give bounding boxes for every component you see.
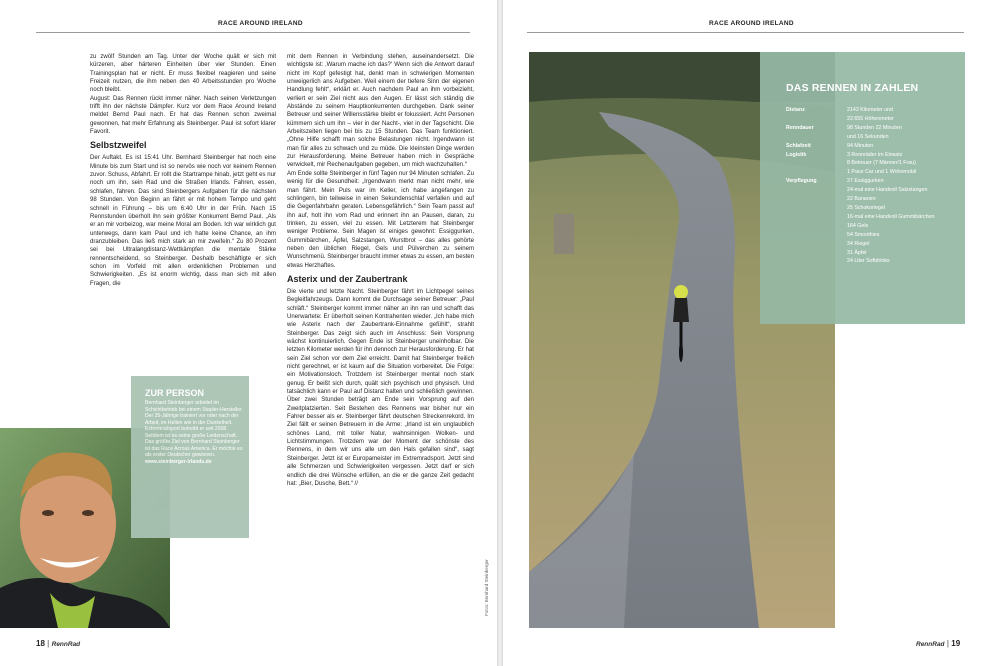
stat-label: Distanz [786,107,805,113]
stat-label: Schlafzeit [786,142,811,149]
text-column-2 [287,53,474,488]
paragraph: Der Auftakt. Es ist 15:41 Uhr. Bernhard Steinberger hat noch eine Minute bis zum Start und ist so nervös wie noch vor keinem Rennen zuvor. Schuss, Abfahrt. Er rollt die Startrampe hinab, jetzt geht es nur noch um ihn, sein Rad und die Straßen Irlands. Fahren, essen, schlafen, fahren. Das sind Steinbergers Aufgaben für die nächsten 98 Stunden. Von Beginn an fährt er mit hohem Tempo und geht schnell in Führung – bis um 6:40 Uhr in der Früh. Nach 15 Rennstunden überholt ihn sein größter Konkurrent Bernd Paul. „Als er an mir vorbeizog, war meine Moral am Boden. Ich war wirklich gut unterwegs, dann kam Paul und ich hatte keine Chance, an ihm dranzubleiben. Das ließ mich stark an mir zweifeln.“ Zu 80 Prozent sei bei Ultralangdistanz-Wettkämpfen die mentale Stärke rennentscheidend, so Steinberger. Deshalb beschäftigte er sich schon im Vorfeld mit allen erdenklichen Problemen und Schwierigkeiten. „Es ist enorm wichtig, dass man sich mit allen Fragen, die [90,155,276,287]
stat-label [786,231,847,240]
stat-label: Renndauer [786,124,814,131]
stat-label [786,222,847,231]
stat-row [786,115,965,124]
stat-value: 2143 Kilometer und [847,107,893,113]
stat-row [786,151,965,160]
subheading-selbstzweifel: Selbstzweifel [90,140,147,151]
stat-row [786,186,965,195]
person-box-text: Bernhard Steinberger arbeitet im Schichtbetrieb bei einem Stapler-Hersteller. Der 35-Jährige trainiert vor oder nach der Arbeit, im Hellen wie in der Dunkelheit. Extremradsport betreibt er seit 2008. Seitdem ist es seine große Leidenschaft. Das größte Ziel von Bernhard Steinberger ist das Race Across America. Er möchte es als erster Deutscher gewinnen. [145,400,243,458]
running-head-left: RACE AROUND IRELAND [218,20,303,27]
stat-value: 22.655 Höhenmeter [847,115,894,122]
stat-value: 22 Bananen [847,196,876,203]
stat-label [786,159,847,168]
stat-row [786,204,965,213]
stats-list [760,106,965,266]
stat-row [786,159,965,168]
text-column-1 [90,53,276,288]
paragraph: Die vierte und letzte Nacht. Steinberger fährt im Lichtpegel seines Begleitfahrzeugs. Dann kommt die Durchsage seiner Betreuer: „Paul schläft.“ Steinberger kommt immer näher an ihn ran und schafft das Unerwartete: Er überholt seinen Kontrahenten wieder. „Ich habe mich wie Asterix nach der Zaubertrank-Einnahme gefühlt“, strahlt Steinberger. Das zeigt sich auch im Anschluss: Sein Vorsprung wächst kontinuierlich. Gegen Ende ist Steinberger uneinholbar. Die letzten Kilometer werden für ihn dennoch zur Herausforderung. Er hat sein Ziel schon vor dem Ziel erreicht. Damit hat Steinberger freilich nicht gerechnet, er ist kaum auf die Situation vorbereitet. Die Folge: ein Motivationsloch. Trotzdem ist Steinberger mental noch stark genug. Er beißt sich durch, quält sich psychisch und physisch. Und tatsächlich kann er Paul auf Distanz halten und schließlich gewinnen. Über zwei Stunden beträgt am Ende sein Vorsprung auf den Zweitplatzierten. Seit Bestehen des Rennens war bisher nur ein Fahrer besser als er. Steinberger fährt deutschen Streckenrekord. Im Ziel fällt er seinen Betreuern in die Arme: „Irland ist ein unglaublich schönes Land, mit toller Natur, wahnsinnigen Wolken- und Lichtstimmungen. Trotzdem war der Moment der schönste des Rennens, in dem wir uns alle um den Hals gefallen sind“, sagt Steinberger. Jetzt ist er Europameister im Extremradsport. Jetzt sind alle Schmerzen und Schwierigkeiten vergessen. Jetzt darf er sich endlich die drei Wünsche erfüllen, an die er die ganze Zeit gedacht hat: „Bier, Dusche, Bett.“ // [287,288,474,487]
paragraph: Am Ende sollte Steinberger in fünf Tagen nur 94 Minuten schlafen. Zu wenig für die Gesundheit: „Irgendwann merkt man nicht mehr, wie man fährt. Mein Puls war im Keller, ich habe angefangen zu schlingern, bin teilweise in einen Sekundenschlaf verfallen und auf die Gegenfahrbahn geraten. Lebensgefährlich.“ Sein Team passt auf ihn auf, holt ihn vom Rad und erinnert ihn an Pausen, daran, zu trinken, zu essen, viel zu essen. Mit Letzterem hat Steinberger weniger Probleme. Sein Magen ist einiges gewohnt: Essiggurken, Gummibärchen, Äpfel, Salzstangen, Wurstbrot – das alles gehörte neben den üblichen Riegel, Gels und Pülverchen zu seinem Wunschmenü. Steinberger braucht immer etwas zu essen, am besten etwas Herzhaftes. [287,170,474,269]
stat-row [786,213,965,222]
stat-label [786,195,847,204]
header-rule-right [527,32,964,33]
stat-label [786,257,847,266]
stat-value: und 16 Sekunden [847,133,889,140]
stat-row [786,168,965,177]
stat-row [786,195,965,204]
stat-row [786,249,965,258]
page-number-right: RennRad | 19 [916,639,961,648]
magazine-logo: RennRad [916,641,945,648]
stat-label [786,204,847,213]
subheading-asterix: Asterix und der Zaubertrank [287,273,408,284]
stats-title: DAS RENNEN IN ZAHLEN [786,82,919,94]
stat-value: 27 Essiggurken [847,178,884,185]
left-page [0,0,497,666]
photo-credit: Fotos: Bernhard Steinberger [484,559,489,616]
stat-label [786,133,847,142]
stat-label: Logistik [786,151,807,158]
stat-label [786,213,847,222]
paragraph: mit dem Rennen in Verbindung stehen, auseinandersetzt. Die wichtigste ist: ‚Warum mache ich das?‘ Wenn sich die Antwort darauf nicht im Kopf gefestigt hat, denkt man in schwierigen Momenten unweigerlich ans Aufgeben. Weil einem der tiefere Sinn der eigenen Handlung fehlt“, erklärt er. Auch nachdem Paul an ihm vorbeizieht, verliert er sein Ziel nicht aus den Augen. Er lässt sich ständig die Abstände zu seinem Hauptkonkurrenten durchgeben. Dank seiner Betreuer und seiner Willensstärke bleibt er fokussiert. Acht Personen kümmern sich um ihn – vier in der Nacht-, vier in der Tagschicht. Die Arbeitszeiten liegen bei bis zu 15 Stunden. Das Team funktioniert. „Ohne Hilfe schafft man solche Belastungen nicht. Irgendwann ist man für alles zu schwach und zu müde. Die kleinsten Dinge werden zur Herausforderung. Meine Betreuer haben mich in Gespräche verwickelt, mir Rechenaufgaben gegeben, um mich wachzuhalten.“ [287,54,474,169]
stat-row [786,222,965,231]
person-box-title: ZUR PERSON [145,388,205,398]
stat-value: 54 Smoothies [847,231,880,238]
stat-value: 34 Riegel [847,240,870,247]
header-rule-left [36,32,470,33]
race-stats-box [760,52,965,324]
page-number: 19 [951,639,961,648]
stat-label [786,240,847,249]
page-number: 18 [36,639,45,648]
stat-label [786,249,847,258]
stat-label [786,115,847,124]
stat-value: 24 Liter Softdrinks [847,258,890,265]
running-head-right: RACE AROUND IRELAND [709,20,794,27]
stat-value: 24-mal eine Handvoll Salzstangen [847,187,928,194]
paragraph: August: Das Rennen rückt immer näher. Nach seinen Verletzungen trifft ihn der nächste Dämpfer. Kurz vor dem Race Around Ireland meldet Bernd Paul nach. Er hat das Rennen schon zweimal gewonnen, hat mehr Erfahrung als Steinberger. Paul ist sofort klarer Favorit. [90,95,276,136]
stat-label [786,168,847,177]
stat-row [786,106,965,115]
stat-value: 164 Gels [847,222,869,229]
stat-value: 16-mal eine Handvoll Gummibärchen [847,213,935,220]
stat-row [786,133,965,142]
stat-row [786,142,965,151]
stat-value: 31 Äpfel [847,249,867,256]
magazine-logo: RennRad [51,641,81,648]
stat-value: 98 Stunden 22 Minuten [847,124,902,131]
stat-label: Verpflegung [786,178,817,185]
stat-label [786,186,847,195]
stat-value: 25 Schokoriegel [847,204,885,211]
page-number-left: 18 | RennRad [36,639,81,648]
person-website-link[interactable]: www.steinberger-irlands.de [145,458,212,465]
stat-row [786,177,965,186]
stat-value: 1 Pace Car und 1 Wohnmobil [847,169,917,176]
stat-value: 8 Betreuer (7 Männer/1 Frau) [847,160,916,167]
stat-row [786,231,965,240]
stat-row [786,124,965,133]
stat-row [786,240,965,249]
paragraph: zu zwölf Stunden am Tag. Unter der Woche quält er sich mit kürzeren, aber härteren Einheiten über vier Stunden. Einen Trainingsplan hat er nicht. Er muss flexibel reagieren und seine Freizeit nutzen, die ihm neben den 40 Arbeitsstunden pro Woche noch bleibt. [90,54,276,94]
stat-value: 94 Minuten [847,142,874,149]
stat-row [786,257,965,266]
about-person-box [131,376,249,538]
stat-value: 3 Rennräder im Einsatz [847,151,903,158]
